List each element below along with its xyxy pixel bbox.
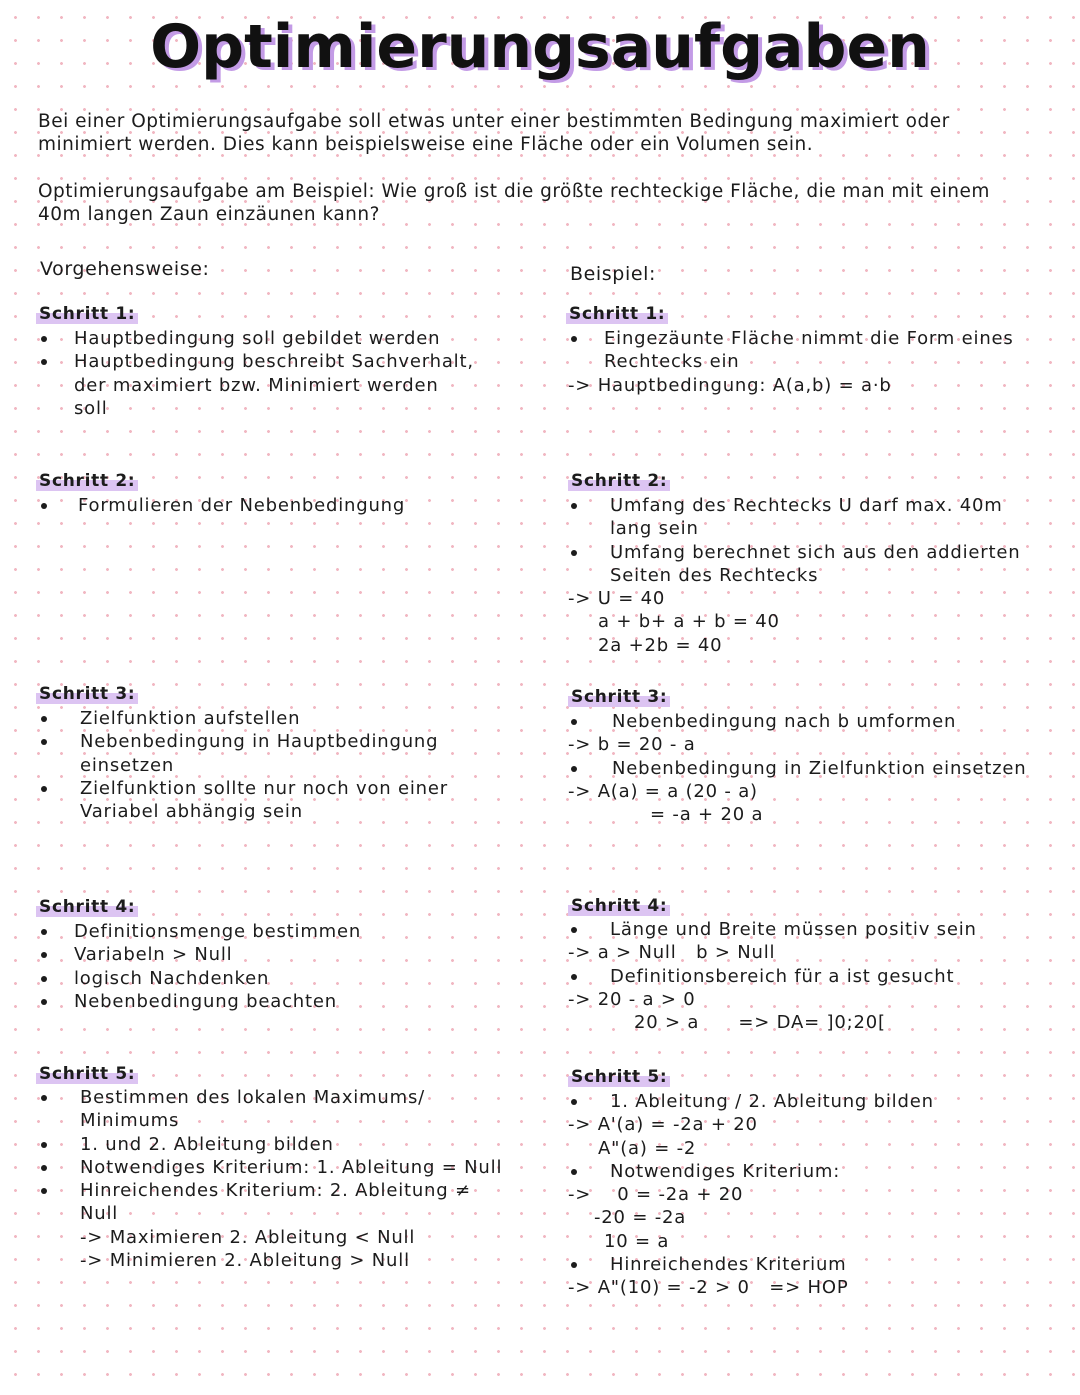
left-step-1-list [38,327,478,420]
formula-line: 20 > a => DA= ]0;20[ [634,1012,886,1034]
list-item: Umfang berechnet sich aus den addierten Seiten des Rechtecks [568,541,1028,588]
list-item: 1. Ableitung / 2. Ableitung bilden [568,1090,1038,1113]
right-step-5-title: Schritt 5: [568,1067,670,1087]
left-step-1-title: Schritt 1: [36,304,138,324]
formula-line: -> A"(10) = -2 > 0 => HOP [568,1277,849,1299]
list-item: Variabeln > Null [38,943,508,966]
left-step-2-list [38,494,508,517]
list-item: Definitionsbereich für a ist gesucht [568,965,1038,988]
left-step-4-title: Schritt 4: [36,897,138,917]
formula-line: 10 = a [604,1230,670,1252]
formula-line: -> 0 = -2a + 20 [568,1184,744,1206]
right-step-1-title: Schritt 1: [566,304,668,324]
note-line: -> Maximieren 2. Ableitung < Null [80,1226,416,1248]
formula-line: = -a + 20 a [650,804,764,826]
formula-line: -> b = 20 - a [568,734,696,756]
right-step-4-title: Schritt 4: [568,896,670,916]
example-question: Optimierungsaufgabe am Beispiel: Wie groß ist die größte rechteckige Fläche, die man mit einem 40m langen Zaun einzäunen kann? [38,181,990,225]
right-step-3-title: Schritt 3: [568,687,670,707]
left-column-heading: Vorgehensweise: [40,258,210,280]
left-step-5-title: Schritt 5: [36,1064,138,1084]
formula-line: -> A(a) = a (20 - a) [568,780,758,802]
list-item: Formulieren der Nebenbedingung [38,494,508,517]
list-item: Bestimmen des lokalen Maximums/ Minimums [38,1086,508,1133]
list-item: Nebenbedingung in Zielfunktion einsetzen [568,757,1028,780]
formula-line: -20 = -2a [594,1207,687,1229]
list-item: Nebenbedingung in Hauptbedingung einsetzen [38,730,508,777]
list-item: Umfang des Rechtecks U darf max. 40m lang sein [568,494,1028,541]
formula-line: -> 20 - a > 0 [568,988,696,1010]
list-item: Definitionsmenge bestimmen [38,920,508,943]
formula-line: 2a +2b = 40 [598,634,723,656]
right-step-3-list [568,710,1028,826]
intro-paragraph: Bei einer Optimierungsaufgabe soll etwas unter einer bestimmten Bedingung maximiert oder minimiert werden. Dies kann beispielsweise eine Fläche oder ein Volumen sein. [38,111,950,155]
formula-line: -> a > Null b > Null [568,942,776,964]
list-item: Hauptbedingung beschreibt Sachverhalt, der maximiert bzw. Minimiert werden soll [38,350,478,420]
page-title: Optimierungsaufgaben [150,12,930,82]
list-item: logisch Nachdenken [38,967,508,990]
formula-line: -> A'(a) = -2a + 20 [568,1114,758,1136]
list-item: Zielfunktion aufstellen [38,707,508,730]
formula-line: A"(a) = -2 [598,1137,697,1159]
list-item: 1. und 2. Ableitung bilden [38,1133,508,1156]
formula-line: a + b+ a + b = 40 [598,611,780,633]
right-step-2-list [568,494,1028,657]
list-item: Hinreichendes Kriterium: 2. Ableitung ≠ Null [38,1179,508,1226]
formula-line: -> U = 40 [568,588,666,610]
right-step-2-title: Schritt 2: [568,471,670,491]
list-item: Notwendiges Kriterium: [568,1160,1038,1183]
list-item: Länge und Breite müssen positiv sein [568,918,1038,941]
left-step-3-title: Schritt 3: [36,684,138,704]
list-item: Notwendiges Kriterium: 1. Ableitung = Null [38,1156,508,1179]
right-step-4-list [568,918,1038,1034]
note-line: -> Minimieren 2. Ableitung > Null [80,1250,410,1272]
left-step-2-title: Schritt 2: [36,471,138,491]
right-step-1-list [568,327,1028,397]
left-step-3-list [38,707,508,823]
right-column-heading: Beispiel: [570,263,657,285]
formula-line: -> Hauptbedingung: A(a,b) = a·b [568,374,892,396]
left-step-5-list [38,1086,508,1272]
right-step-5-list [568,1090,1038,1300]
list-item: Nebenbedingung nach b umformen [568,710,1028,733]
list-item: Hinreichendes Kriterium [568,1253,1038,1276]
list-item: Zielfunktion sollte nur noch von einer Variabel abhängig sein [38,777,508,824]
list-item: Hauptbedingung soll gebildet werden [38,327,478,350]
list-item: Eingezäunte Fläche nimmt die Form eines Rechtecks ein [568,327,1028,374]
list-item: Nebenbedingung beachten [38,990,508,1013]
left-step-4-list [38,920,508,1013]
